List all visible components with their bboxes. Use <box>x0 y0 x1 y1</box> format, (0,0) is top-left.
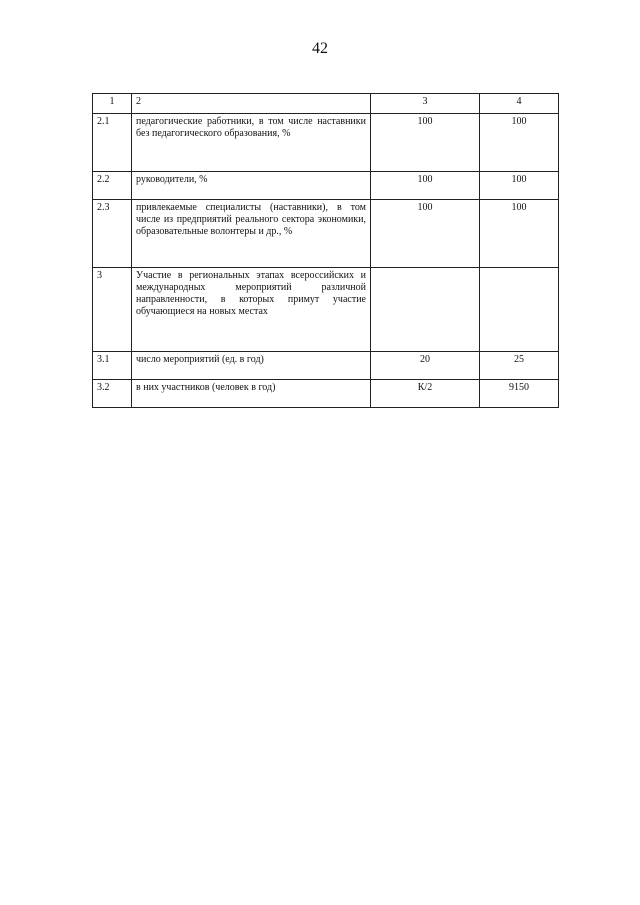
header-cell-2: 2 <box>132 94 371 114</box>
row-number: 3.2 <box>93 380 132 408</box>
header-cell-4: 4 <box>480 94 559 114</box>
row-value-col4: 100 <box>480 114 559 172</box>
table-row <box>93 268 559 352</box>
row-value-col4 <box>480 268 559 352</box>
row-text: педагогические работники, в том числе наставники без педагогического образования, % <box>132 114 371 172</box>
row-value-col3 <box>371 268 480 352</box>
row-number: 2.3 <box>93 200 132 268</box>
table-row <box>93 380 559 408</box>
row-text: число мероприятий (ед. в год) <box>132 352 371 380</box>
row-value-col3: 100 <box>371 200 480 268</box>
data-table <box>92 93 559 408</box>
table-row <box>93 172 559 200</box>
row-number: 2.1 <box>93 114 132 172</box>
header-cell-3: 3 <box>371 94 480 114</box>
table-row <box>93 114 559 172</box>
row-value-col4: 100 <box>480 200 559 268</box>
row-number: 3 <box>93 268 132 352</box>
row-value-col3: К/2 <box>371 380 480 408</box>
row-number: 3.1 <box>93 352 132 380</box>
row-text: в них участников (человек в год) <box>132 380 371 408</box>
row-number: 2.2 <box>93 172 132 200</box>
table-row <box>93 200 559 268</box>
row-value-col3: 100 <box>371 114 480 172</box>
table-header-row <box>93 94 559 114</box>
row-value-col4: 9150 <box>480 380 559 408</box>
row-text: руководители, % <box>132 172 371 200</box>
header-cell-1: 1 <box>93 94 132 114</box>
table-row <box>93 352 559 380</box>
row-value-col3: 20 <box>371 352 480 380</box>
row-value-col4: 100 <box>480 172 559 200</box>
row-value-col3: 100 <box>371 172 480 200</box>
row-text: привлекаемые специалисты (наставники), в том числе из предприятий реального сектора экономики, образовательные волонтеры и др., % <box>132 200 371 268</box>
page-number: 42 <box>312 40 328 57</box>
row-value-col4: 25 <box>480 352 559 380</box>
row-text: Участие в региональных этапах всероссийских и международных мероприятий различной направленности, в которых примут участие обучающиеся на новых местах <box>132 268 371 352</box>
